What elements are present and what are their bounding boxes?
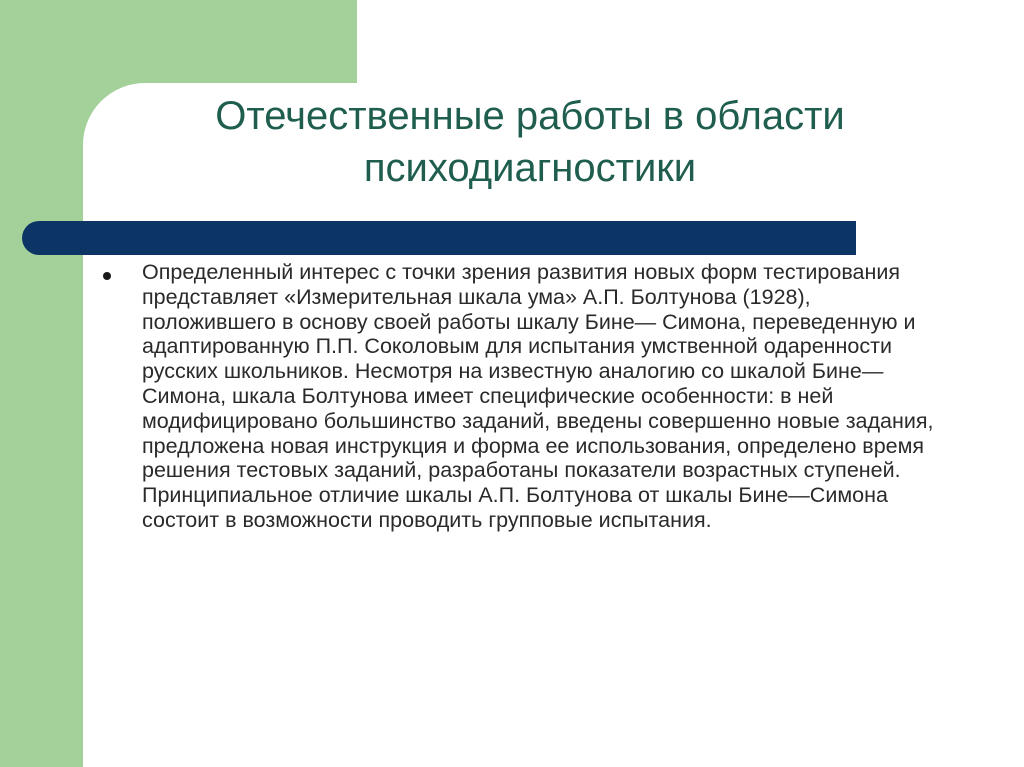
- bullet-text: Определенный интерес с точки зрения развития новых форм тестирования представляет «Измерительная шкала ума» А.П. Болтунова (1928), положившего в основу своей работы шкалу Бине— Симона, переведенную и адаптированную П.П. Соколовым для испытания умственной одаренности русских школьников. Несмотря на известную аналогию со шкалой Бине—Симона, шкала Болтунова имеет специфические особенности: в ней модифицировано большинство заданий, введены совершенно новые задания, предложена новая инструкция и форма ее использования, определено время решения тестовых заданий, разработаны показатели возрастных ступеней. Принципиальное отличие шкалы А.П. Болтунова от шкалы Бине—Симона состоит в возможности проводить групповые испытания.: [142, 260, 934, 532]
- slide-title: Отечественные работы в области психодиагностики: [215, 94, 845, 190]
- title-divider-bar: [22, 221, 856, 255]
- bullet-item: [103, 260, 943, 533]
- bullet-dot-icon: [103, 272, 111, 280]
